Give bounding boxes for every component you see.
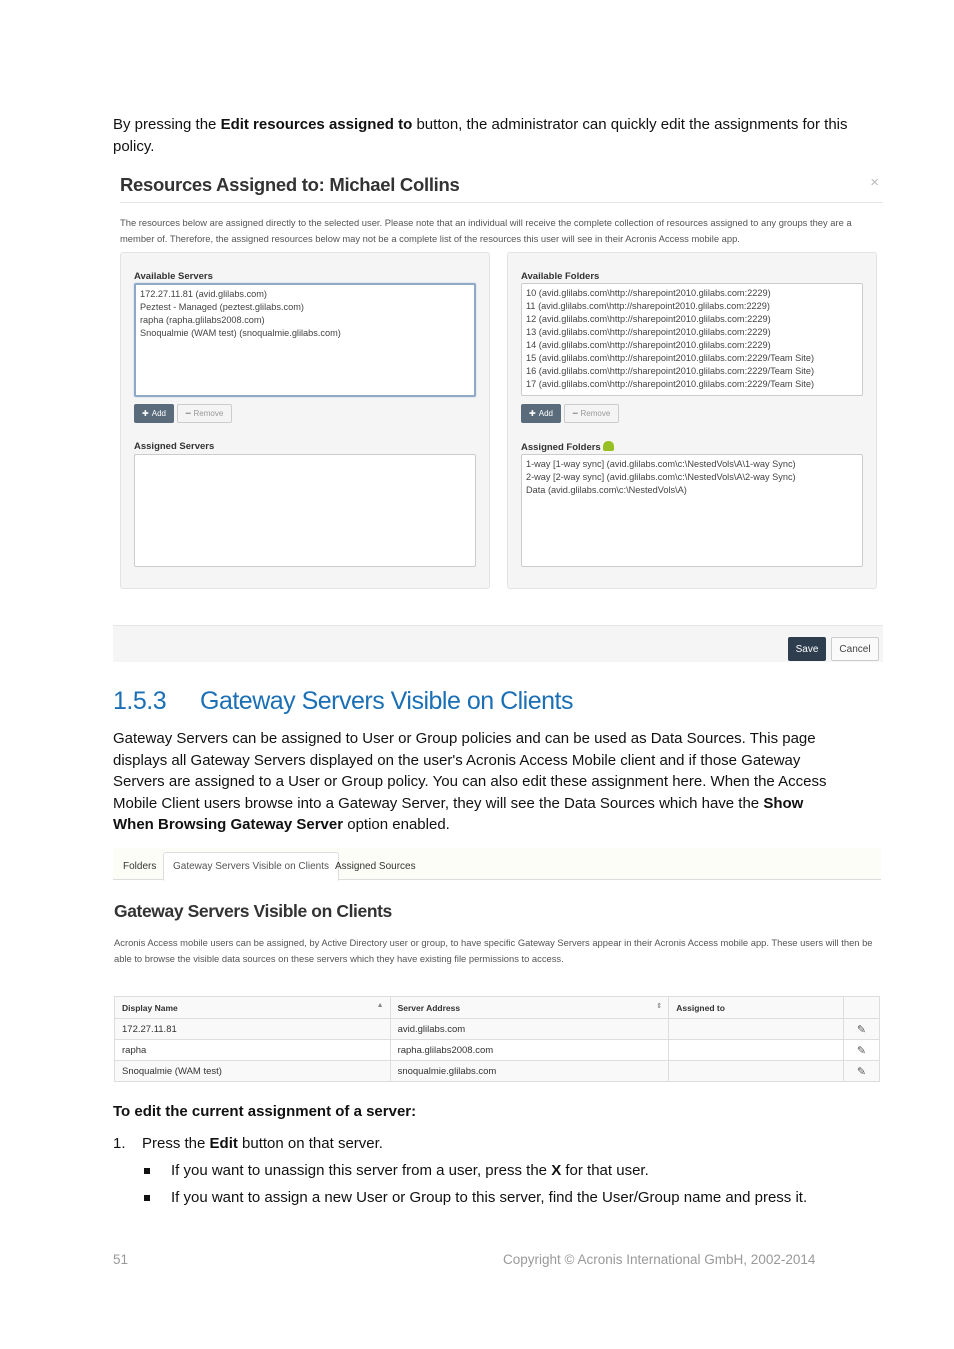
list-item[interactable]: Peztest - Managed (peztest.glilabs.com) (140, 302, 304, 312)
cell-display-name: 172.27.11.81 (115, 1019, 391, 1040)
tab-folders[interactable]: Folders (123, 860, 157, 872)
column-header-server-address[interactable]: Server Address ⇕ (390, 997, 669, 1019)
page-number: 51 (113, 1252, 129, 1267)
list-item[interactable]: 14 (avid.glilabs.com\http://sharepoint2010.glilabs.com:2229) (526, 340, 771, 350)
cell-assigned-to (669, 1019, 844, 1040)
folders-panel (507, 252, 877, 589)
bullet-1: If you want to unassign this server from a user, press the X for that user. (142, 1160, 852, 1182)
bullet-2: If you want to assign a new User or Group to this server, find the User/Group name and press it. (142, 1187, 852, 1209)
close-icon[interactable]: × (870, 174, 879, 191)
column-header-display-name[interactable]: Display Name ▲ (115, 997, 391, 1019)
resources-assigned-modal (113, 168, 883, 662)
list-item[interactable]: 16 (avid.glilabs.com\http://sharepoint2010.glilabs.com:2229/Team Site) (526, 366, 815, 376)
sort-icon: ⇕ (656, 1003, 663, 1010)
tab-assigned-sources[interactable]: Assigned Sources (335, 860, 416, 872)
list-item[interactable]: 15 (avid.glilabs.com\http://sharepoint2010.glilabs.com:2229/Team Site) (526, 353, 815, 363)
minus-icon: ━ (185, 409, 191, 418)
assigned-folders-list[interactable] (521, 454, 863, 567)
edit-button[interactable] (844, 1061, 880, 1082)
list-item[interactable]: 172.27.11.81 (avid.glilabs.com) (140, 289, 267, 299)
edit-button[interactable] (844, 1040, 880, 1061)
list-item[interactable]: Data (avid.glilabs.com\c:\NestedVols\A) (526, 485, 687, 495)
column-header-actions (844, 997, 880, 1019)
list-item[interactable]: Snoqualmie (WAM test) (snoqualmie.glilabs.com) (140, 328, 341, 338)
edit-icon: ✎ (856, 1065, 867, 1078)
available-servers-label: Available Servers (134, 271, 213, 282)
copyright: Copyright © Acronis International GmbH, 2002-2014 (503, 1252, 816, 1267)
column-header-assigned-to[interactable]: Assigned to (669, 997, 844, 1019)
minus-icon: ━ (572, 409, 578, 418)
edit-icon: ✎ (856, 1044, 867, 1057)
edit-button[interactable] (844, 1019, 880, 1040)
section-number: 1.5.3 (113, 687, 167, 715)
plus-icon: ✚ (142, 409, 149, 418)
cancel-button[interactable]: Cancel (831, 637, 879, 661)
list-item[interactable]: 10 (avid.glilabs.com\http://sharepoint2010.glilabs.com:2229) (526, 288, 771, 298)
modal-footer (113, 625, 883, 662)
gateway-servers-table (114, 996, 880, 1082)
list-item[interactable]: 2-way [2-way sync] (avid.glilabs.com\c:\NestedVols\A\2-way Sync) (526, 472, 796, 482)
cell-assigned-to (669, 1040, 844, 1061)
available-folders-list[interactable] (521, 283, 863, 396)
cell-display-name: Snoqualmie (WAM test) (115, 1061, 391, 1082)
remove-folder-button[interactable]: ━ Remove (564, 404, 619, 423)
list-item[interactable]: 12 (avid.glilabs.com\http://sharepoint2010.glilabs.com:2229) (526, 314, 771, 324)
list-item[interactable]: 1-way [1-way sync] (avid.glilabs.com\c:\NestedVols\A\1-way Sync) (526, 459, 796, 469)
page-description: Acronis Access mobile users can be assigned, by Active Directory user or group, to have specific Gateway Servers appear in their Acronis Access mobile app. These users will then be able to browse the visible data sources on these servers which they have existing file permissions to access. (114, 937, 873, 964)
tab-gateway-servers[interactable]: Gateway Servers Visible on Clients (163, 852, 339, 881)
section-body: Gateway Servers can be assigned to User or Group policies and can be used as Data Sources. This page displays all Gateway Servers displayed on the user's Acronis Access Mobile client and if those Gateway Servers are assigned to a User or Group policy. You can also edit these assignment here. When the Access Mobile Client users browse into a Gateway Server, they will see the Data Sources which have the Show When Browsing Gateway Server option enabled. (113, 730, 827, 833)
modal-header (120, 168, 883, 203)
add-server-button[interactable]: ✚ Add (134, 404, 174, 423)
instructions-heading: To edit the current assignment of a server: (113, 1103, 417, 1120)
cell-server-address: avid.glilabs.com (390, 1019, 669, 1040)
assigned-servers-list[interactable] (134, 454, 476, 567)
modal-title: Resources Assigned to: Michael Collins (120, 174, 460, 195)
bullet-icon (144, 1195, 150, 1201)
table-row (115, 1019, 880, 1040)
list-item[interactable]: 17 (avid.glilabs.com\http://sharepoint2010.glilabs.com:2229/Team Site) (526, 379, 815, 389)
sort-asc-icon: ▲ (376, 1002, 384, 1009)
servers-panel (120, 252, 490, 589)
table-row (115, 1061, 880, 1082)
cell-assigned-to (669, 1061, 844, 1082)
bullet-icon (144, 1168, 150, 1174)
list-item[interactable]: 13 (avid.glilabs.com\http://sharepoint2010.glilabs.com:2229) (526, 327, 771, 337)
list-item[interactable]: rapha (rapha.glilabs2008.com) (140, 315, 265, 325)
page-title: Gateway Servers Visible on Clients (114, 901, 392, 921)
assigned-folders-label: Assigned Folders (521, 441, 614, 453)
edit-icon: ✎ (856, 1023, 867, 1036)
available-folders-label: Available Folders (521, 271, 600, 282)
save-button[interactable]: Save (788, 637, 826, 661)
gateway-servers-screen (113, 848, 881, 1083)
table-row (115, 1040, 880, 1061)
android-icon (603, 441, 614, 451)
intro-paragraph: By pressing the Edit resources assigned to button, the administrator can quickly edit the assignments for this policy. (113, 116, 848, 155)
tab-bar (113, 848, 881, 880)
cell-server-address: rapha.glilabs2008.com (390, 1040, 669, 1061)
add-folder-button[interactable]: ✚ Add (521, 404, 561, 423)
available-servers-list[interactable] (134, 283, 476, 397)
plus-icon: ✚ (529, 409, 536, 418)
section-heading (113, 687, 573, 716)
assigned-servers-label: Assigned Servers (134, 441, 215, 452)
remove-server-button[interactable]: ━ Remove (177, 404, 232, 423)
cell-server-address: snoqualmie.glilabs.com (390, 1061, 669, 1082)
cell-display-name: rapha (115, 1040, 391, 1061)
list-item[interactable]: 11 (avid.glilabs.com\http://sharepoint2010.glilabs.com:2229) (526, 301, 770, 311)
modal-description: The resources below are assigned directly to the selected user. Please note that an individual will receive the complete collection of resources assigned to any groups they are a member of. Therefore, the assigned resources below may not be a complete list of the resources this user will see in their Acronis Access mobile app. (120, 217, 852, 244)
step-1: 1. Press the Edit button on that server. (113, 1135, 383, 1152)
section-title: Gateway Servers Visible on Clients (200, 687, 573, 715)
